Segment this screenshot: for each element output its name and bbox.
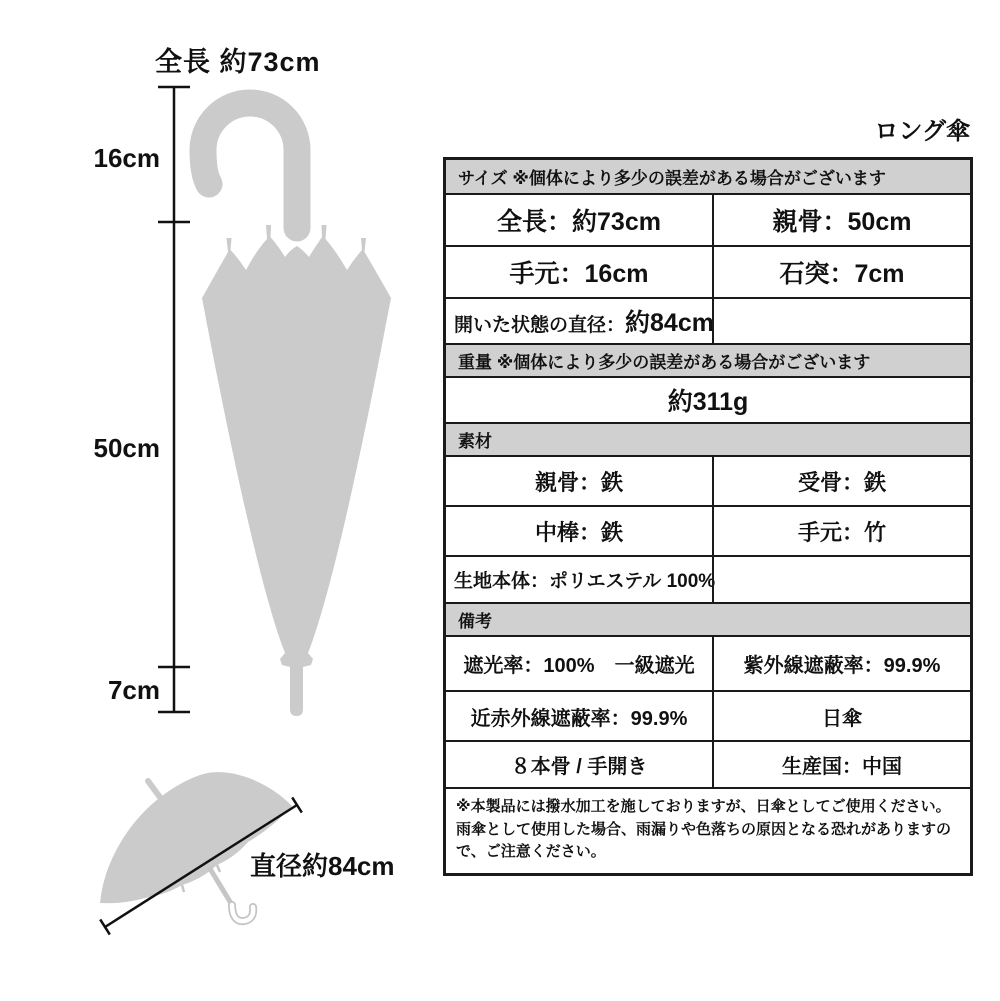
tip-length-cell: 石突：7cm <box>712 247 970 297</box>
diameter-label: 直径約84cm <box>250 851 395 881</box>
handle-material-cell: 手元：竹 <box>712 507 970 555</box>
rib-length-cell: 親骨：50cm <box>712 195 970 245</box>
closed-umbrella-illustration <box>185 82 410 722</box>
empty-cell <box>712 557 970 602</box>
table-row <box>446 740 970 787</box>
caution-footnote: ※本製品には撥水加工を施しておりますが、日傘としてご使用ください。雨傘として使用した場合、雨漏りや色落ちの原因となる恐れがありますので、ご注意ください。 <box>446 787 970 873</box>
rib-material-cell: 親骨：鉄 <box>534 469 623 495</box>
table-row <box>446 505 970 555</box>
table-row <box>446 635 970 690</box>
shading-rate-cell: 遮光率：100% 一級遮光 <box>463 655 695 677</box>
handle-length-cell: 手元：16cm <box>509 260 649 288</box>
table-row <box>446 555 970 602</box>
country-cell: 生産国：中国 <box>712 742 970 787</box>
open-diameter-label: 開いた状態の直径： <box>454 315 626 336</box>
umbrella-shaft-shape <box>209 867 232 905</box>
material-section-header: 素材 <box>446 422 970 455</box>
spec-table <box>443 157 973 876</box>
size-section-header: サイズ ※個体により多少の誤差がある場合がございます <box>446 160 970 193</box>
notes-section-header: 備考 <box>446 602 970 635</box>
rib-count-cell: ８本骨 / 手開き <box>510 756 648 778</box>
stretcher-material-cell: 受骨：鉄 <box>712 457 970 505</box>
fabric-material-cell: 生地本体：ポリエステル 100% <box>454 571 716 592</box>
open-diameter-cell <box>446 299 712 343</box>
table-row <box>446 245 970 297</box>
table-row <box>446 297 970 343</box>
parasol-type-cell: 日傘 <box>712 692 970 740</box>
weight-value-cell: 約311g <box>446 376 970 422</box>
shaft-material-cell: 中棒：鉄 <box>534 519 623 545</box>
umbrella-ferrule-shape <box>148 781 162 800</box>
table-row <box>446 193 970 245</box>
table-row <box>446 455 970 505</box>
weight-section-header: 重量 ※個体により多少の誤差がある場合がございます <box>446 343 970 376</box>
infrared-rate-cell: 近赤外線遮蔽率：99.9% <box>470 707 688 730</box>
tip-length-label: 7cm <box>107 675 160 705</box>
table-row <box>446 690 970 740</box>
open-diameter-value: 約84cm <box>625 309 714 337</box>
umbrella-canopy-shape <box>202 225 391 716</box>
total-length-label: 全長 約73cm <box>155 47 321 77</box>
page-title: ロング傘 <box>874 118 970 145</box>
total-length-cell: 全長：約73cm <box>497 208 661 236</box>
rib-length-label: 50cm <box>93 433 160 463</box>
empty-cell <box>712 299 970 343</box>
handle-length-label: 16cm <box>93 143 160 173</box>
open-diameter-text <box>454 303 714 339</box>
umbrella-handle-shape <box>203 103 297 228</box>
uv-rate-cell: 紫外線遮蔽率：99.9% <box>712 637 970 690</box>
open-canopy-shape <box>100 772 292 903</box>
